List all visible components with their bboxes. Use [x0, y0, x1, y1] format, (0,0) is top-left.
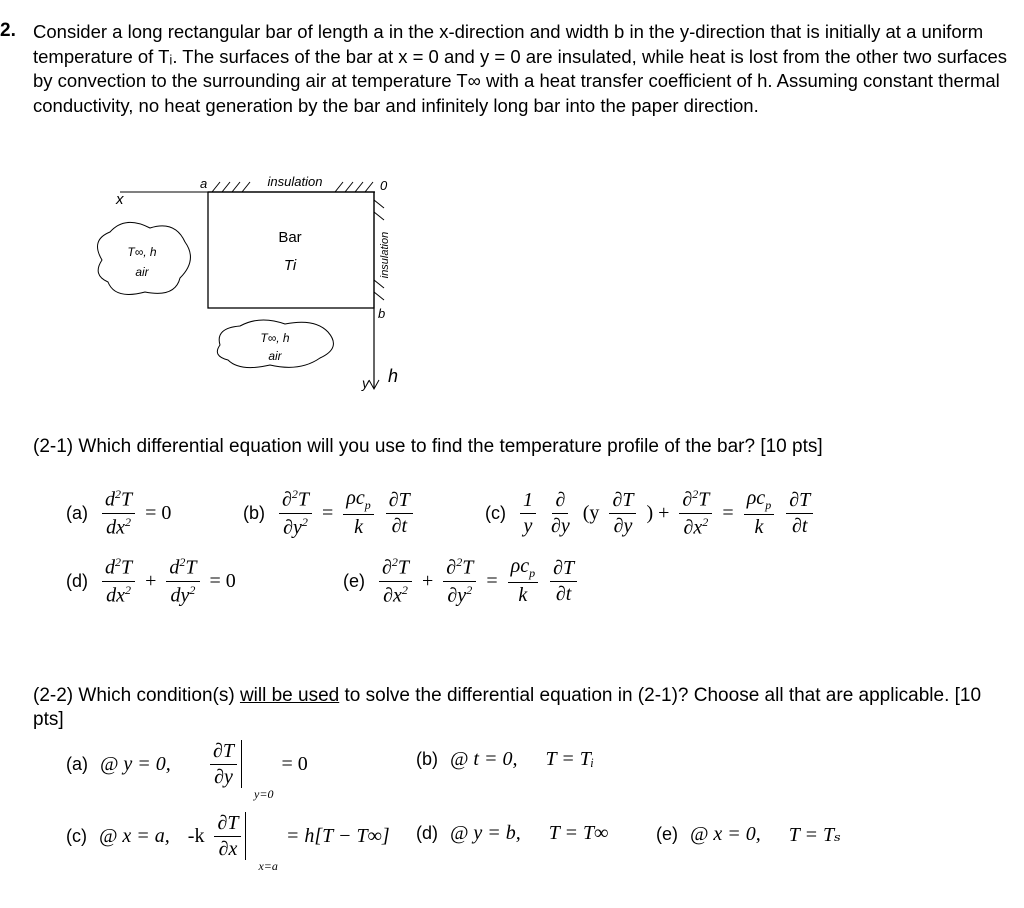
top-insulation-label: insulation	[267, 174, 323, 189]
q21-option-a-label: (a)	[66, 502, 88, 523]
bottom-air-label: air	[268, 349, 282, 363]
q21-option-c-label: (c)	[485, 502, 506, 523]
q22-option-b-label: (b)	[416, 749, 438, 769]
bar-label: Bar	[278, 229, 302, 246]
bar-temp: Ti	[283, 257, 297, 274]
q22-option-e-at: @ x = 0,	[690, 823, 761, 845]
h-label: h	[388, 366, 399, 386]
bottom-air-conditions: T∞, h	[260, 331, 290, 345]
q22-option-a-rhs: = 0	[281, 752, 308, 775]
question-number: 2.	[0, 20, 16, 41]
q21-option-e-label: (e)	[343, 570, 365, 591]
right-insulation-label: insulation	[379, 231, 391, 279]
q21-prompt: (2-1) Which differential equation will you use to find the temperature profile of the bar? [10 pts]	[33, 436, 823, 457]
q22-option-d-rhs: T = T∞	[548, 822, 609, 844]
q22-option-e[interactable]	[656, 822, 841, 847]
q21-option-b-label: (b)	[243, 502, 265, 523]
q22-option-b-at: @ t = 0,	[450, 748, 518, 770]
a-label: a	[200, 176, 208, 191]
q22-option-d-label: (d)	[416, 823, 438, 843]
q21-option-c[interactable]: (c) $\frac{1}{y}$ $\frac{\partial}{\partial y}$ (y $\frac{\partial T}{\partial y}$ ) + $\frac{\partial^2T}{\partial x^2}$ = $\frac{\rho c_p}{k}$ $\frac{\partial T}{\partial t}$	[485, 488, 815, 538]
q22-option-c[interactable]: (c) @ x = a, -k $\frac{\partial T}{\partial x}$ x=a = h[T − T∞]	[66, 812, 390, 873]
b-label: b	[378, 306, 386, 321]
question-text: Consider a long rectangular bar of length a in the x-direction and width b in the y-direction that is initially at a uniform temperature of Tᵢ. The surfaces of the bar at x = 0 and y = 0 are insulated, while heat is lost from the other two surfaces by convection to the surrounding air at temperature T∞ with a heat transfer coefficient of h. Assuming constant thermal conductivity, no heat generation by the bar and infinitely long bar into the paper direction.	[33, 21, 1007, 116]
bar-figure	[80, 160, 420, 395]
q22-option-a[interactable]: (a) @ y = 0, $\frac{\partial T}{\partial y}$ y=0 = 0	[66, 740, 308, 801]
left-air-conditions: T∞, h	[127, 245, 157, 259]
x-axis-label: x	[116, 191, 124, 208]
q22-option-c-at: @ x = a,	[99, 824, 170, 847]
q22-option-c-rhs: = h[T − T∞]	[285, 824, 390, 847]
q22-option-b-rhs: T = Tᵢ	[545, 748, 594, 770]
q21-option-e[interactable]: (e) $\frac{\partial^2T}{\partial x^2}$ + $\frac{\partial^2T}{\partial y^2}$ = $\frac{\rho c_p}{k}$ $\frac{\partial T}{\partial t}$	[343, 556, 579, 606]
q22-option-b[interactable]	[416, 748, 594, 771]
q22-option-e-rhs: T = Tₛ	[788, 824, 841, 846]
bar-rectangle	[208, 192, 374, 308]
q22-option-a-label: (a)	[66, 753, 88, 774]
q22-prompt-post: to solve the differential equation in (2-1)? Choose all that are applicable. [10 pts]	[33, 685, 982, 730]
q22-option-a-at: @ y = 0,	[100, 752, 171, 775]
q21-option-d-label: (d)	[66, 570, 88, 591]
q22-option-d[interactable]	[416, 822, 608, 845]
q22-prompt-pre: (2-2) Which condition(s)	[33, 685, 240, 706]
q22-prompt	[33, 684, 993, 732]
q21-option-d[interactable]: (d) $\frac{d^2T}{dx^2}$ + $\frac{d^2T}{dy^2}$ = 0	[66, 555, 236, 607]
q22-option-c-label: (c)	[66, 825, 87, 846]
y-axis-label: y	[362, 375, 369, 391]
left-air-label: air	[135, 265, 149, 279]
origin-label: 0	[380, 178, 388, 193]
q21-option-b[interactable]: (b) $\frac{\partial^2T}{\partial y^2}$ = $\frac{\rho c_p}{k}$ $\frac{\partial T}{\partial t}$	[243, 488, 415, 538]
q22-prompt-underlined: will be used	[239, 685, 340, 706]
q21-option-a[interactable]: (a) $\frac{d^2T}{dx^2}$ = 0	[66, 487, 172, 539]
q22-option-d-at: @ y = b,	[450, 822, 521, 844]
q22-option-e-label: (e)	[656, 824, 678, 844]
